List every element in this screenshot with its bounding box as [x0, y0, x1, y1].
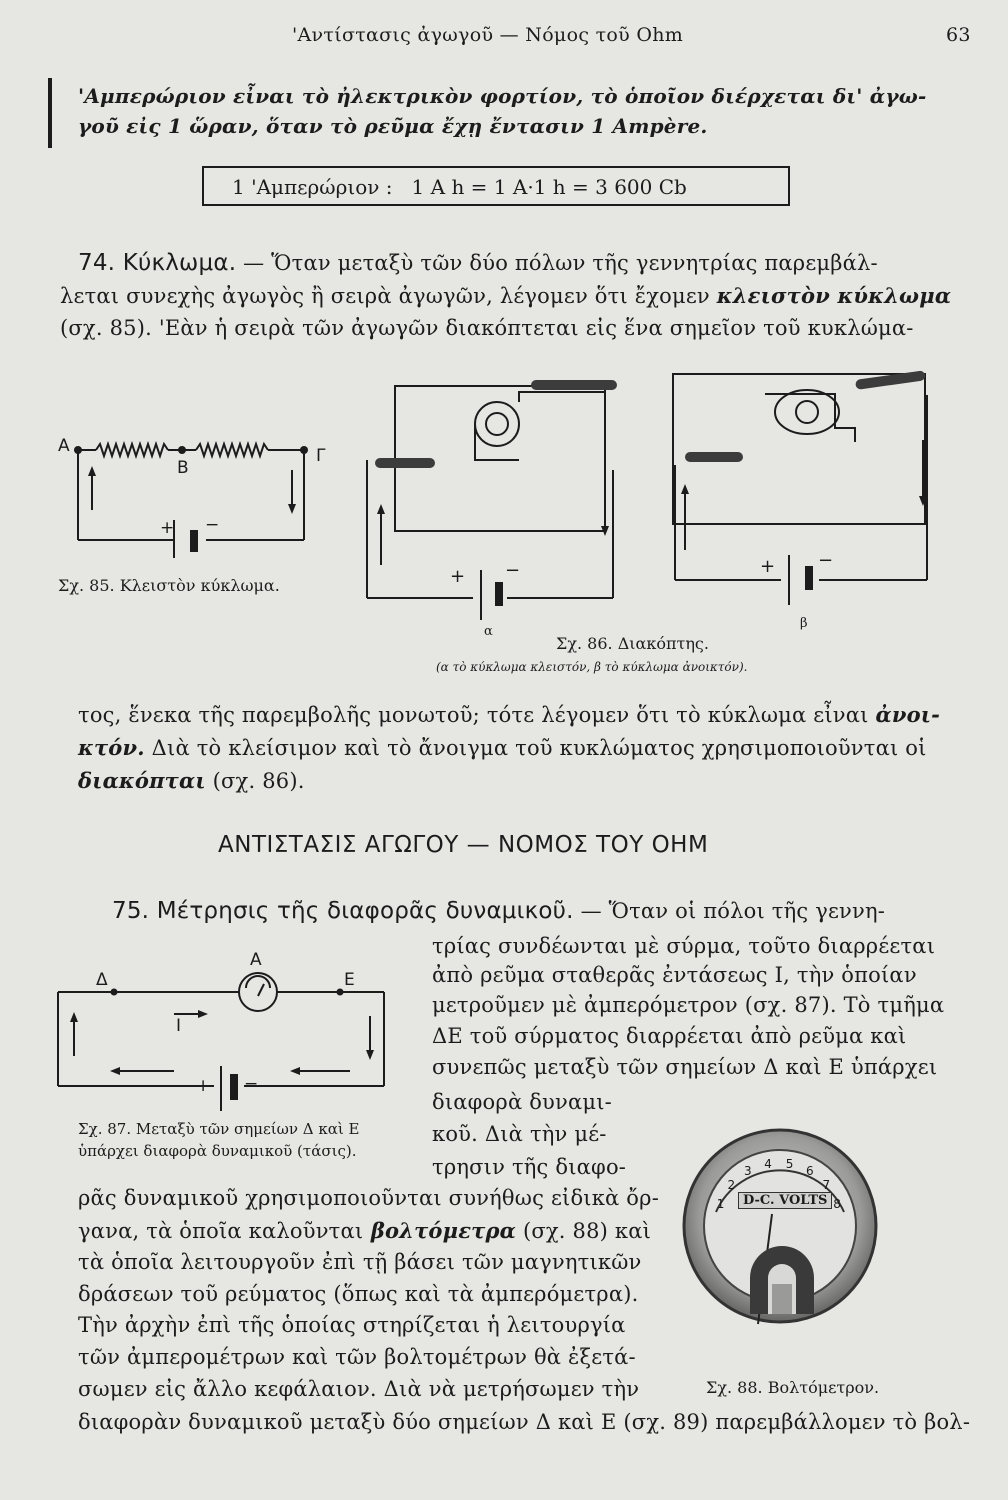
margin-bar [48, 78, 52, 148]
fig-88-scale-number: 2 [727, 1178, 736, 1193]
section-75-left-line-text: διαφορὰν δυναμικοῦ μεταξὺ δύο σημείων Δ καὶ Ε (σχ. 89) παρεμβάλλομεν τὸ βολ- [78, 1410, 971, 1434]
fig-85-minus: − [205, 515, 220, 535]
fig-88-scale-number: 3 [744, 1164, 752, 1179]
fig-88-scale-number: 6 [806, 1164, 814, 1179]
section-75-left-line [78, 1282, 639, 1306]
term-switches: διακόπται [78, 768, 206, 793]
fig-88-scale-number: 7 [822, 1178, 831, 1193]
section-74-line-1-text: — Ὅταν μεταξὺ τῶν δύο πόλων τῆς γεννητρίας παρεμβάλ- [243, 251, 878, 275]
chapter-title: ΑΝΤΙΣΤΑΣΙΣ ΑΓΩΓΟΥ — ΝΟΜΟΣ ΤΟΥ ΟΗΜ [218, 832, 709, 858]
fig-86-minus-a: − [505, 560, 521, 581]
section-75-left-line-text: γανα, τὰ ὁποῖα καλοῦνται [78, 1219, 364, 1243]
section-75-left-line-text: σωμεν εἰς ἄλλο κεφάλαιον. Διὰ νὰ μετρήσωμεν τὴν [78, 1377, 640, 1401]
section-75-left-line-text: ρᾶς δυναμικοῦ χρησιμοποιοῦνται συνήθως εἰδικὰ ὄρ- [78, 1186, 659, 1210]
section-74-heading: 74. Κύκλωμα. [78, 250, 237, 276]
fig-88-scale-number: 4 [764, 1156, 772, 1171]
section-75-right-line: μετροῦμεν μὲ ἀμπερόμετρον (σχ. 87). Τὸ τμῆμα [432, 993, 945, 1017]
fig-86-caption: Σχ. 86. Διακόπτης. [556, 634, 709, 653]
fig-87-caption-2: ὑπάρχει διαφορὰ δυναμικοῦ (τάσις). [78, 1142, 357, 1160]
section-74-line-6 [78, 768, 305, 793]
section-75-right-line: διαφορὰ δυναμι- [432, 1090, 612, 1114]
section-74-line-6-text: (σχ. 86). [212, 769, 305, 793]
section-75-line-1 [112, 898, 885, 924]
section-75-right-line: συνεπῶς μεταξὺ τῶν σημείων Δ καὶ Ε ὑπάρχει [432, 1055, 938, 1079]
fig-88-caption: Σχ. 88. Βολτόμετρον. [706, 1378, 880, 1397]
section-74-line-5 [78, 735, 927, 760]
section-74-line-5-text: Διὰ τὸ κλείσιμον καὶ τὸ ἄνοιγμα τοῦ κυκλώματος χρησιμοποιοῦνται οἱ [151, 736, 927, 760]
fig-86-subcaption: (α τὸ κύκλωμα κλειστόν, β τὸ κύκλωμα ἀνοικτόν). [436, 660, 748, 674]
section-75-left-line [78, 1377, 639, 1401]
section-75-left-line-text: τὰ ὁποῖα λειτουργοῦν ἐπὶ τῇ βάσει τῶν μαγνητικῶν [78, 1250, 642, 1274]
fig-85-circuit [56, 430, 336, 560]
fig-87-label-e: E [344, 970, 355, 990]
formula: 1 'Αμπερώριον : 1 A h = 1 A·1 h = 3 600 Cb [232, 175, 687, 199]
fig-85-label-g: Γ [316, 446, 326, 466]
term-voltmeters: βολτόμετρα [370, 1218, 517, 1243]
term-open-2: κτόν. [78, 735, 145, 760]
fig-87-caption-1: Σχ. 87. Μεταξὺ τῶν σημείων Δ καὶ Ε [78, 1120, 360, 1138]
running-title: 'Αντίστασις ἀγωγοῦ — Νόμος τοῦ Ohm [292, 24, 684, 46]
section-74-line-3: (σχ. 85). 'Εὰν ἡ σειρὰ τῶν ἀγωγῶν διακόπτεται εἰς ἕνα σημεῖον τοῦ κυκλώμα- [60, 316, 914, 340]
fig-88-scale-number: 8 [833, 1196, 841, 1211]
section-74-line-2-text: λεται συνεχὴς ἀγωγὸς ἢ σειρὰ ἀγωγῶν, λέγομεν ὅτι ἔχομεν [60, 284, 710, 308]
definition-line-1: 'Αμπερώριον εἶναι τὸ ἠλεκτρικὸν φορτίον, τὸ ὁποῖον διέρχεται δι' ἀγω- [78, 84, 927, 108]
section-75-left-line-text: τῶν ἀμπερομέτρων καὶ τῶν βολτομέτρων θὰ ἐξετά- [78, 1345, 636, 1369]
section-74-line-2 [60, 283, 951, 308]
section-74-line-4-text: τος, ἕνεκα τῆς παρεμβολῆς μονωτοῦ; τότε λέγομεν ὅτι τὸ κύκλωμα εἶναι [78, 703, 869, 727]
section-75-heading: 75. Μέτρησις τῆς διαφορᾶς δυναμικοῦ. [112, 898, 574, 924]
section-75-left-line [78, 1250, 642, 1274]
fig-86-label-alpha: α [484, 624, 493, 639]
section-74-line-4 [78, 702, 940, 727]
page-number: 63 [946, 24, 971, 46]
fig-86-label-beta: β [800, 616, 808, 631]
section-75-left-line [78, 1345, 636, 1369]
section-75-left-line [78, 1186, 659, 1210]
voltmeter-ref: (σχ. 88) καὶ [522, 1219, 652, 1243]
definition-line-2: γοῦ εἰς 1 ὥραν, ὅταν τὸ ρεῦμα ἔχῃ ἔντασιν 1 Ampère. [78, 114, 708, 138]
fig-87-label-d: Δ [96, 970, 108, 990]
section-74-line-1 [78, 250, 878, 276]
fig-88-scale-number: 5 [785, 1156, 794, 1171]
fig-86-plus-a: + [450, 566, 466, 587]
section-75-left-line [78, 1313, 626, 1337]
fig-85-caption: Σχ. 85. Κλειστὸν κύκλωμα. [58, 576, 280, 595]
section-75-right-line: κοῦ. Διὰ τὴν μέ- [432, 1122, 607, 1146]
fig-85-label-a: A [58, 436, 70, 456]
fig-88-scale-number: 1 [716, 1196, 725, 1211]
fig-85-label-b: B [177, 458, 189, 478]
term-open-1: ἀνοι- [875, 702, 941, 727]
fig-86-minus-b: − [818, 550, 834, 571]
fig-87-minus: − [244, 1074, 259, 1094]
fig-88-dial-label: D-C. VOLTS [738, 1192, 832, 1209]
section-75-left-line-text: δράσεων τοῦ ρεύματος (ὅπως καὶ τὰ ἀμπερόμετρα). [78, 1282, 639, 1306]
fig-86-plus-b: + [760, 556, 776, 577]
fig-87-label-i: I [176, 1016, 182, 1036]
fig-85-plus: + [160, 518, 175, 538]
section-75-left-line [78, 1218, 651, 1243]
section-75-left-line-text: Τὴν ἀρχὴν ἐπὶ τῆς ὁποίας στηρίζεται ἡ λειτουργία [78, 1313, 626, 1337]
formula-box [202, 166, 790, 206]
section-75-right-line: ἀπὸ ρεῦμα σταθερᾶς ἐντάσεως I, τὴν ὁποίαν [432, 963, 917, 987]
section-75-right-line: τρίας συνδέωνται μὲ σύρμα, τοῦτο διαρρέεται [432, 934, 936, 958]
section-75-right-line: τρησιν τῆς διαφο- [432, 1155, 627, 1179]
fig-87-plus: + [196, 1076, 211, 1096]
term-closed-circuit: κλειστὸν κύκλωμα [716, 283, 952, 308]
section-75-right-line: ΔΕ τοῦ σύρματος διαρρέεται ἀπὸ ρεῦμα καὶ [432, 1024, 907, 1048]
fig-87-circuit [54, 966, 394, 1126]
section-75-line-1-text: — Ὅταν οἱ πόλοι τῆς γεννη- [580, 899, 886, 923]
section-75-left-line [78, 1410, 970, 1434]
fig-86-switches [355, 380, 935, 620]
fig-88-voltmeter [672, 1128, 892, 1328]
fig-87-label-a: A [250, 950, 262, 970]
